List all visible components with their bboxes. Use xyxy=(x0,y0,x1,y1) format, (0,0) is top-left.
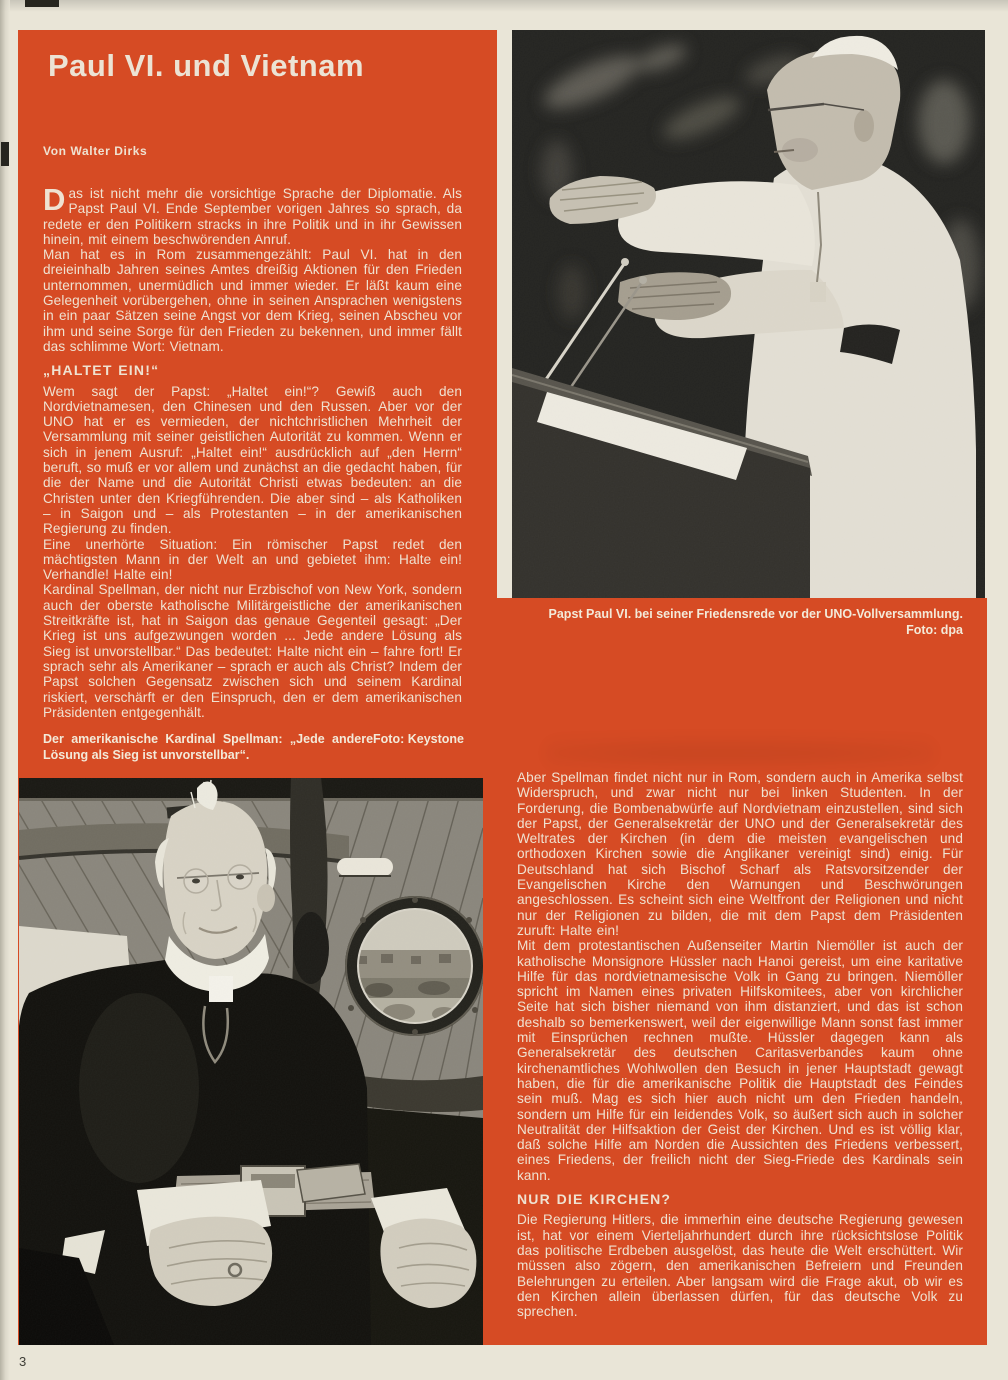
registration-mark xyxy=(25,0,59,7)
paragraph: Wem sagt der Papst: „Haltet ein!“? Gewiß auch den Nordvietnamesen, den Chinesen und den Russen. Aber vor der UNO hat er es vermieden, der nichtchristlichen Mehrheit der Versammlung mit seiner geistlichen Autorität zu kommen. Wenn er sich in jenem Ausruf: „Haltet ein!“ ausdrücklich auf „den Herrn“ beruft, so muß er vor allem und zunächst an die gedacht haben, für die der Name und die Autorität Christi etwas bedeuten: an die Christen unter den Kriegführenden. Die aber sind – als Katholiken – in Saigon und – als Protestanten – in der amerikanischen Regierung zu finden. xyxy=(43,383,462,537)
paragraph: Man hat es in Rom zusammengezählt: Paul VI. hat in den dreieinhalb Jahren seines Amtes dreißig Aktionen für den Frieden unternommen, unermüdlich und immer wieder. Er läßt kaum eine Gelegenheit vorübergehen, ohne in seinen Ansprachen wenigstens in ein paar Sätzen seine Angst vor dem Krieg, seinen Abscheu vor ihm und seine Sorge für den Frieden zu bekennen, und immer fällt das schlimme Wort: Vietnam. xyxy=(43,247,462,354)
paragraph: Die Regierung Hitlers, die immerhin eine deutsche Regierung gewesen ist, hat vor einem Vierteljahrhundert durch ihre rücksichtslose Politik das politische Erdbeben ausgelöst, das heute die Welt erschüttert. Wir müssen also zögern, den amerikanischen Befreiern und Freunden Belehrungen zu erteilen. Aber langsam wird die Frage akut, ob wir es den Kirchen allein überlassen dürfen, für das deutsche Volk zu sprechen. xyxy=(517,1212,963,1320)
page-left-edge xyxy=(0,0,10,1380)
photo-credit: Foto: dpa xyxy=(906,623,963,637)
scan-top-edge xyxy=(0,0,1008,12)
ink-bleed-through xyxy=(545,733,935,773)
article-title: Paul VI. und Vietnam xyxy=(48,48,365,83)
pope-photo xyxy=(512,30,985,598)
paragraph: Eine unerhörte Situation: Ein römischer Papst redet den mächtigsten Mann in der Welt an und gebietet ihm: Halte ein! Verhandle! Halte ein! xyxy=(43,536,462,583)
right-text-column xyxy=(517,770,963,1319)
paragraph: Das ist nicht mehr die vorsichtige Sprache der Diplomatie. Als Papst Paul VI. Ende September vorigen Jahres so sprach, da redete er den Politikern stracks in ihre Politik und in ihr Gewissen hinein, mit einem beschwörenden Anruf. xyxy=(43,182,462,247)
section-heading-haltet-ein: „HALTET EIN!“ xyxy=(43,362,160,379)
caption-text: Der amerikanische Kardinal Spellman: „Jede andere Lösung als Sieg ist unvorstellbar“. xyxy=(43,732,374,762)
byline: Von Walter Dirks xyxy=(43,144,148,158)
paragraph: Mit dem protestantischen Außenseiter Martin Niemöller ist auch der katholische Monsignore Hüssler nach Hanoi gereist, um eine karitative Hilfe für das nordvietnamesische Volk in Gang zu bringen. Niemöller spricht im Namen eines privaten Hilfskomitees, aber von kirchlicher Seite hat sich bisher niemand von ihm distanziert, und das ist schon deshalb so bemerkenswert, weil der eigenwillige Mann sonst fast immer mit Einsprüchen rechnen mußte. Hüssler dagegen kann als Generalsekretär des deutschen Caritasverbandes kaum ohne kirchenamtliches Wohlwollen den Besuch in jener Hauptstadt gewagt haben, die für die amerikanische Politik die Hauptstadt des Feindes sein muß. Mag es sich hier auch nicht um den Frieden handeln, sondern um Hilfe für ein leidendes Volk, so äußert sich auch in solcher Neutralität der Hilfsaktion der Geist der Kirchen. Und es ist völlig klar, daß solche Hilfe am Norden die Aussichten des Friedens verbessert, eines Friedens, der freilich nicht der Sieg-Friede des Kardinals sein kann. xyxy=(517,938,963,1183)
pope-photo-caption xyxy=(517,606,963,638)
paragraph: Kardinal Spellman, der nicht nur Erzbischof von New York, sondern auch der oberste katholische Militärgeistliche der amerikanischen Streitkräfte ist, hat in Saigon das genaue Gegenteil gesagt: „Der Krieg ist uns aufgezwungen worden ... Jede andere Lösung als Sieg ist unvorstellbar.“ Das bedeutet: Halte nicht ein – fahre fort! Er sprach sehr als Amerikaner – sprach er auch als Christ? Indem der Papst solchen Gegensatz zwischen sich und seinem Kardinal riskiert, verschärft er den Einspruch, den er dem amerikanischen Präsidenten entgegenhält. xyxy=(43,582,462,720)
left-text-column xyxy=(43,182,462,720)
drop-cap: D xyxy=(43,182,66,217)
caption-text: Papst Paul VI. bei seiner Friedensrede vor der UNO-Vollversammlung. xyxy=(548,607,963,621)
registration-mark xyxy=(1,142,9,166)
paragraph: Aber Spellman findet nicht nur in Rom, sondern auch in Amerika selbst Widerspruch, und zwar nicht nur bei linken Studenten. In der Forderung, die Bombenabwürfe auf Nordvietnam einzustellen, sind sich der Papst, der Generalsekretär der UNO und der Generalsekretär des Weltrates der Kirchen (in dem die meisten evangelischen und orthodoxen Kirchen sowie die Anglikaner vereinigt sind) einig. Für Deutschland hat sich Bischof Scharf als Ratsvorsitzender der Evangelischen Kirche den Warnungen und Beschwörungen angeschlossen. Es scheint sich eine Weltfront der Religionen und nicht nur der Religionen zu bilden, die mit dem Papst dem Präsidenten zuruft: Halte ein! xyxy=(517,770,963,938)
photo-grain xyxy=(512,30,985,598)
photo-credit: Foto: Keystone xyxy=(373,732,464,746)
spellman-photo-caption xyxy=(43,731,464,763)
section-heading-nur-die-kirchen: NUR DIE KIRCHEN? xyxy=(517,1191,672,1208)
photo-grain xyxy=(19,778,483,1345)
page-number: 3 xyxy=(19,1354,27,1369)
spellman-photo xyxy=(19,778,483,1345)
